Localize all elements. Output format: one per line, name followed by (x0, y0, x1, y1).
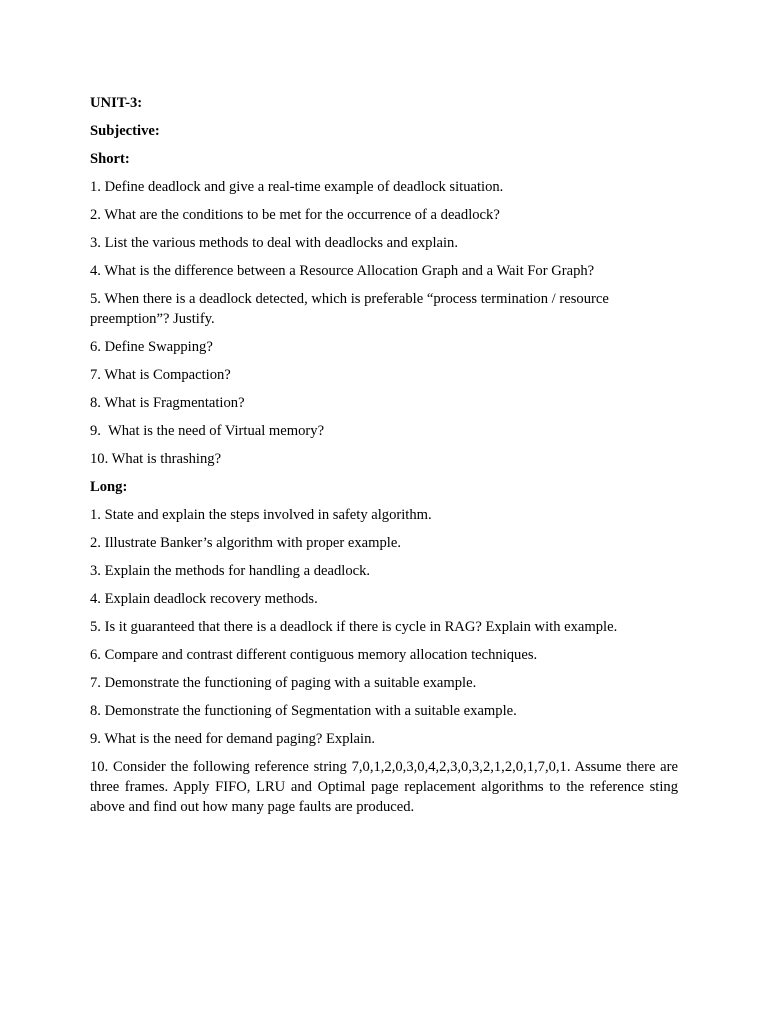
short-question-4: 4. What is the difference between a Resource Allocation Graph and a Wait For Graph? (90, 263, 595, 279)
short-question-6: 6. Define Swapping? (90, 339, 213, 355)
long-question-6: 6. Compare and contrast different contiguous memory allocation techniques. (90, 647, 538, 663)
long-question-3: 3. Explain the methods for handling a deadlock. (90, 563, 371, 579)
long-question-2: 2. Illustrate Banker’s algorithm with proper example. (90, 535, 401, 551)
long-questions-list (90, 505, 678, 817)
short-question-10: 10. What is thrashing? (90, 451, 222, 467)
short-question-1: 1. Define deadlock and give a real-time example of deadlock situation. (90, 179, 504, 195)
short-question-9: 9. What is the need of Virtual memory? (90, 423, 325, 439)
short-question-2: 2. What are the conditions to be met for the occurrence of a deadlock? (90, 207, 500, 223)
document-page (90, 93, 678, 825)
long-question-10: 10. Consider the following reference string 7,0,1,2,0,3,0,4,2,3,0,3,2,1,2,0,1,7,0,1. Assume there are three frames. Apply FIFO, LRU and Optimal page replacement algorithms to the reference sting above and find out how many page faults are produced. (90, 759, 678, 815)
short-questions-list (90, 177, 678, 469)
long-question-8: 8. Demonstrate the functioning of Segmentation with a suitable example. (90, 703, 517, 719)
subjective-heading: Subjective: (90, 123, 160, 139)
short-question-3: 3. List the various methods to deal with deadlocks and explain. (90, 235, 459, 251)
short-question-8: 8. What is Fragmentation? (90, 395, 245, 411)
short-heading: Short: (90, 151, 130, 167)
long-heading: Long: (90, 479, 128, 495)
long-question-1: 1. State and explain the steps involved in safety algorithm. (90, 507, 432, 523)
long-question-5: 5. Is it guaranteed that there is a deadlock if there is cycle in RAG? Explain with example. (90, 619, 618, 635)
long-question-7: 7. Demonstrate the functioning of paging with a suitable example. (90, 675, 477, 691)
short-question-7: 7. What is Compaction? (90, 367, 231, 383)
short-question-5: 5. When there is a deadlock detected, which is preferable “process termination / resource preemption”? Justify. (90, 291, 609, 327)
long-question-9: 9. What is the need for demand paging? Explain. (90, 731, 376, 747)
long-question-4: 4. Explain deadlock recovery methods. (90, 591, 318, 607)
unit-heading: UNIT-3: (90, 95, 143, 111)
